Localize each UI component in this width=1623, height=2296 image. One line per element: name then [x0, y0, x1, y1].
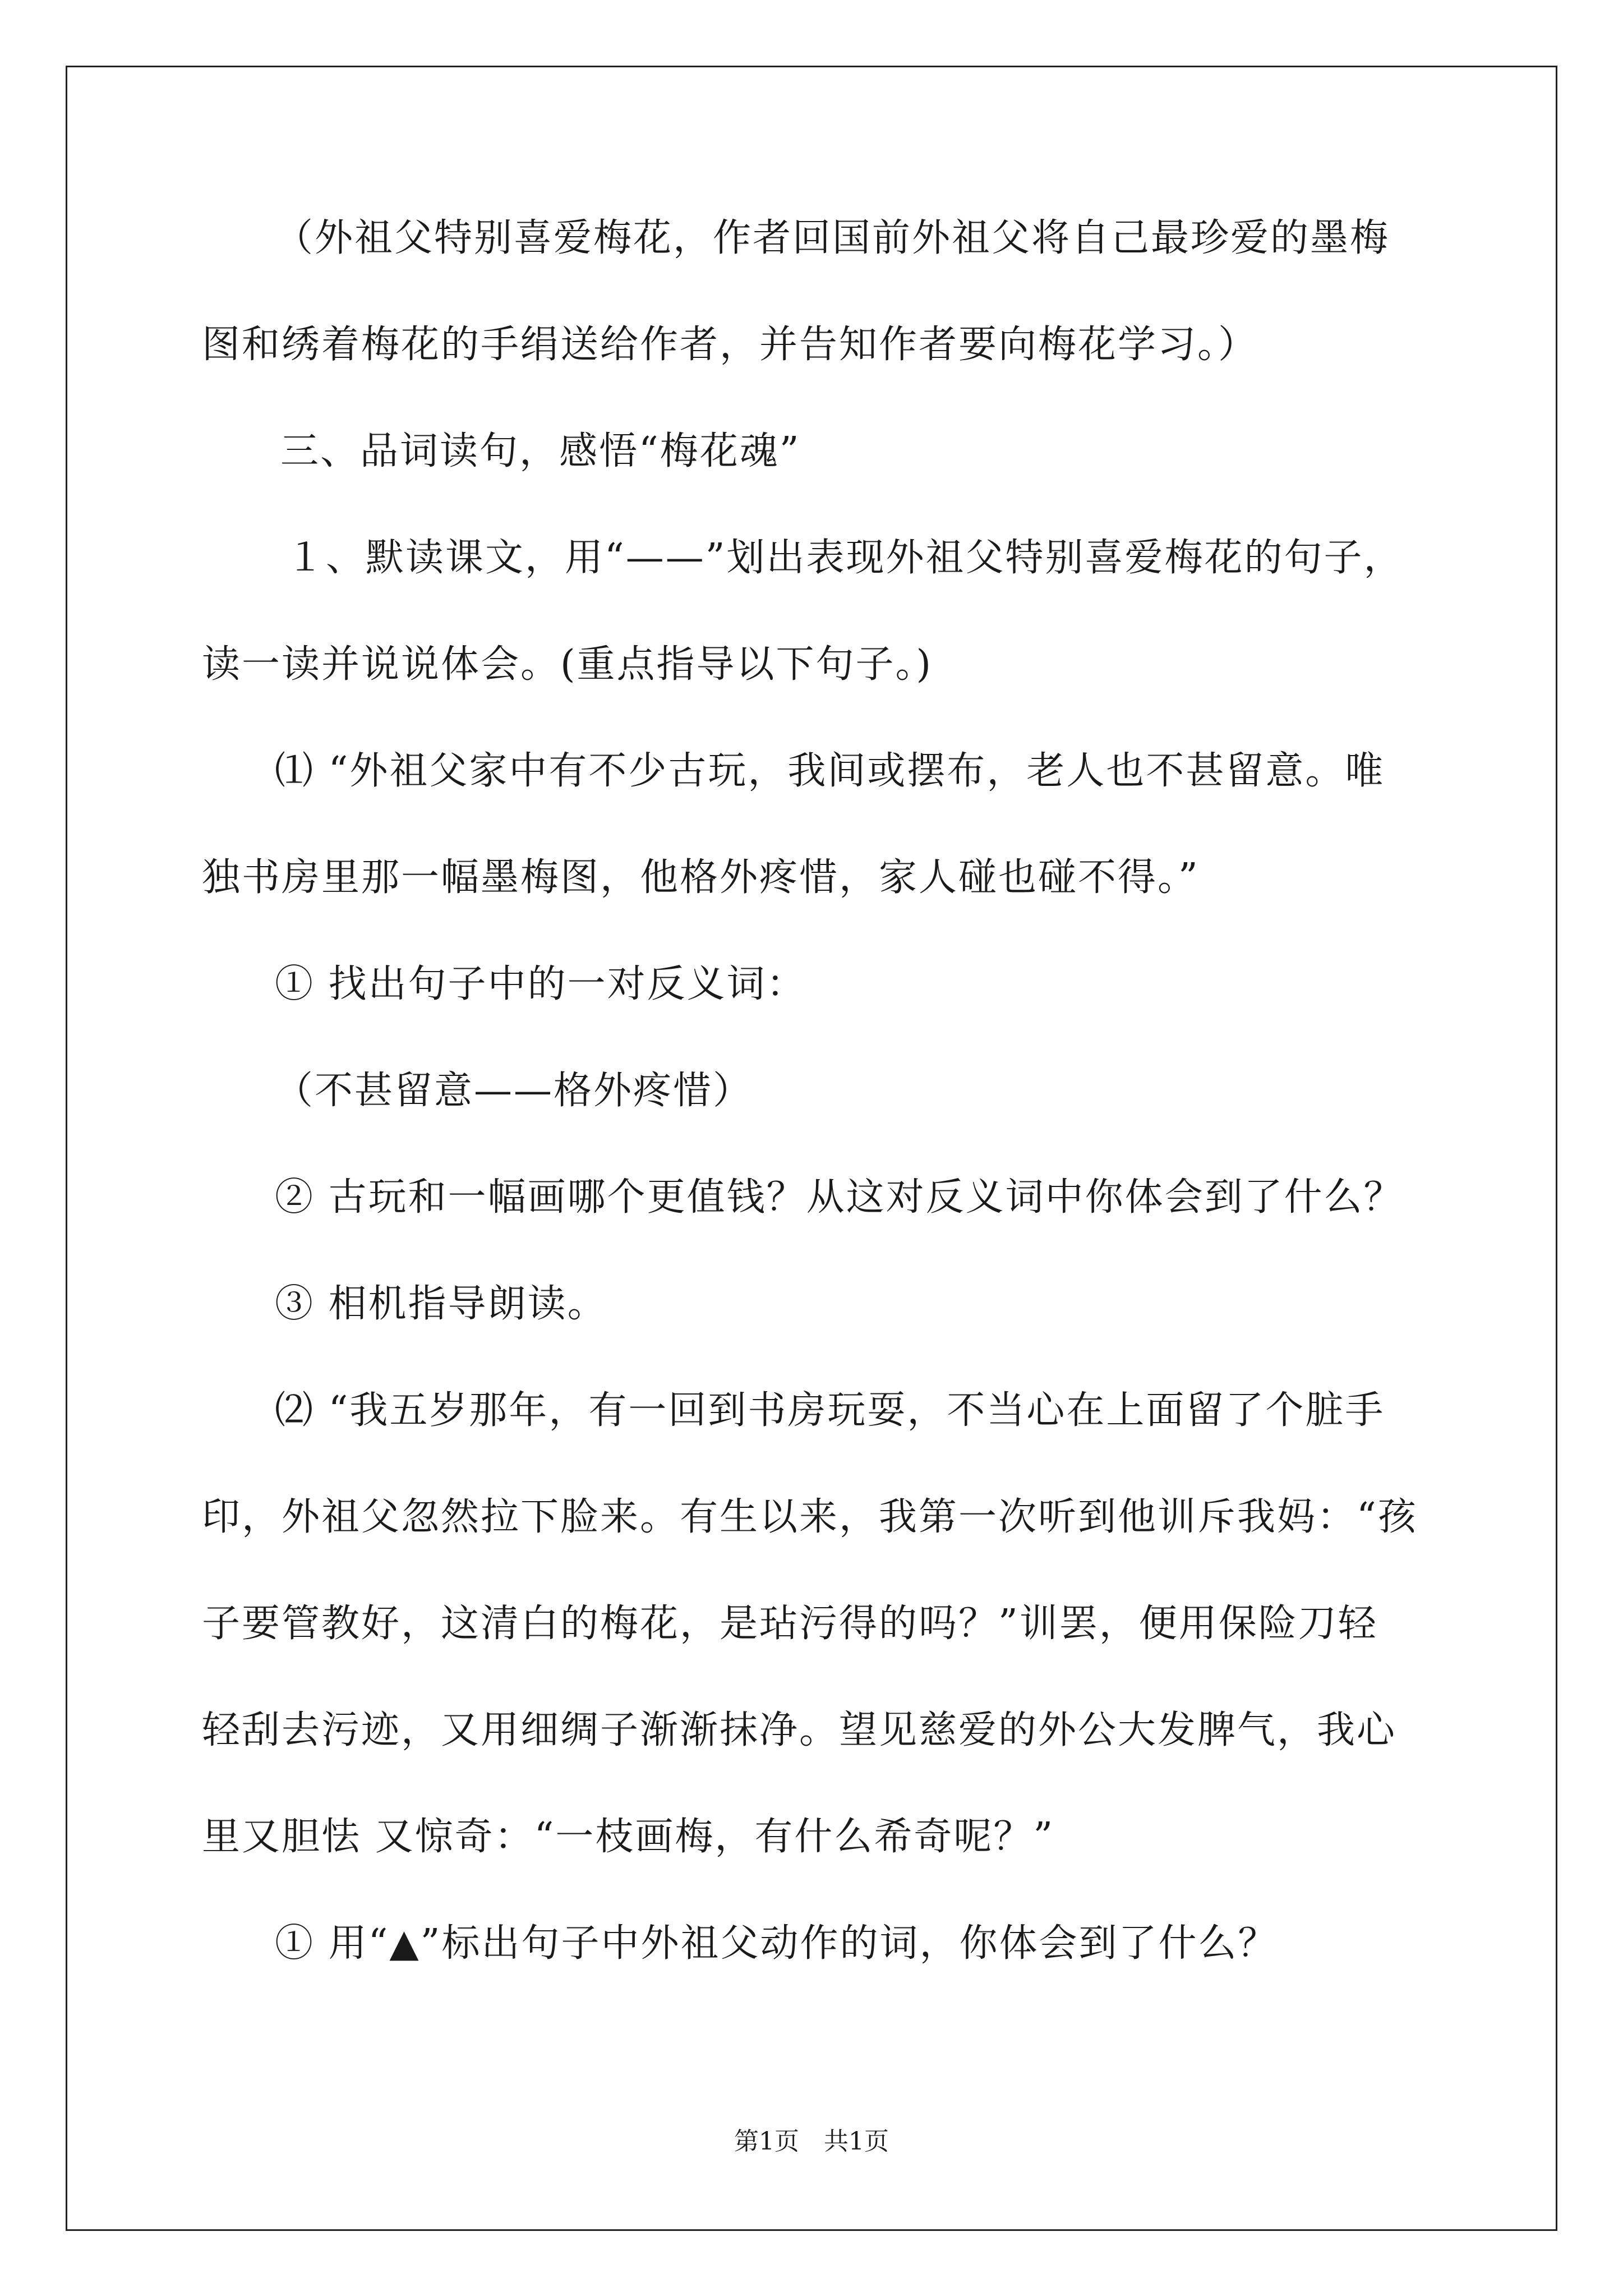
page-border [66, 66, 1557, 2231]
section-heading: 三、品词读句，感悟“梅花魂” [280, 429, 801, 473]
text-line-17: ① 用“▲”标出句子中外祖父动作的词，你体会到了什么？ [275, 1921, 1278, 1966]
text-line-12: ⑵ “我五岁那年，有一回到书房玩耍，不当心在上面留了个脏手 [275, 1388, 1385, 1433]
text-line-2: 图和绣着梅花的手绢送给作者，并告知作者要向梅花学习。） [202, 323, 1258, 367]
text-line-10: ② 古玩和一幅画哪个更值钱？从这对反义词中你体会到了什么？ [275, 1175, 1404, 1220]
page-number-footer: 第1页 共1页 [734, 2127, 889, 2156]
text-line-5: 读一读并说说体会。(重点指导以下句子。) [202, 642, 933, 687]
text-line-16: 里又胆怯 又惊奇：“一枝画梅，有什么希奇呢？” [202, 1815, 1055, 1859]
text-line-4: １、默读课文，用“——”划出表现外祖父特别喜爱梅花的句子， [286, 536, 1404, 580]
text-line-13: 印，外祖父忽然拉下脸来。有生以来，我第一次听到他训斥我妈：“孩 [202, 1495, 1418, 1539]
text-line-9: （不甚留意——格外疼惜） [275, 1069, 753, 1113]
text-line-11: ③ 相机指导朗读。 [275, 1282, 607, 1326]
text-line-14: 子要管教好，这清白的梅花，是玷污得的吗？”训罢，便用保险刀轻 [202, 1602, 1378, 1646]
text-line-7: 独书房里那一幅墨梅图，他格外疼惜，家人碰也碰不得。” [202, 855, 1200, 900]
text-line-6: ⑴ “外祖父家中有不少古玩，我间或摆布，老人也不甚留意。唯 [275, 749, 1385, 793]
text-line-1: （外祖父特别喜爱梅花，作者回国前外祖父将自己最珍爱的墨梅 [275, 216, 1390, 260]
text-line-8: ① 找出句子中的一对反义词： [275, 962, 806, 1006]
text-line-15: 轻刮去污迹，又用细绸子渐渐抹净。望见慈爱的外公大发脾气，我心 [202, 1708, 1397, 1752]
